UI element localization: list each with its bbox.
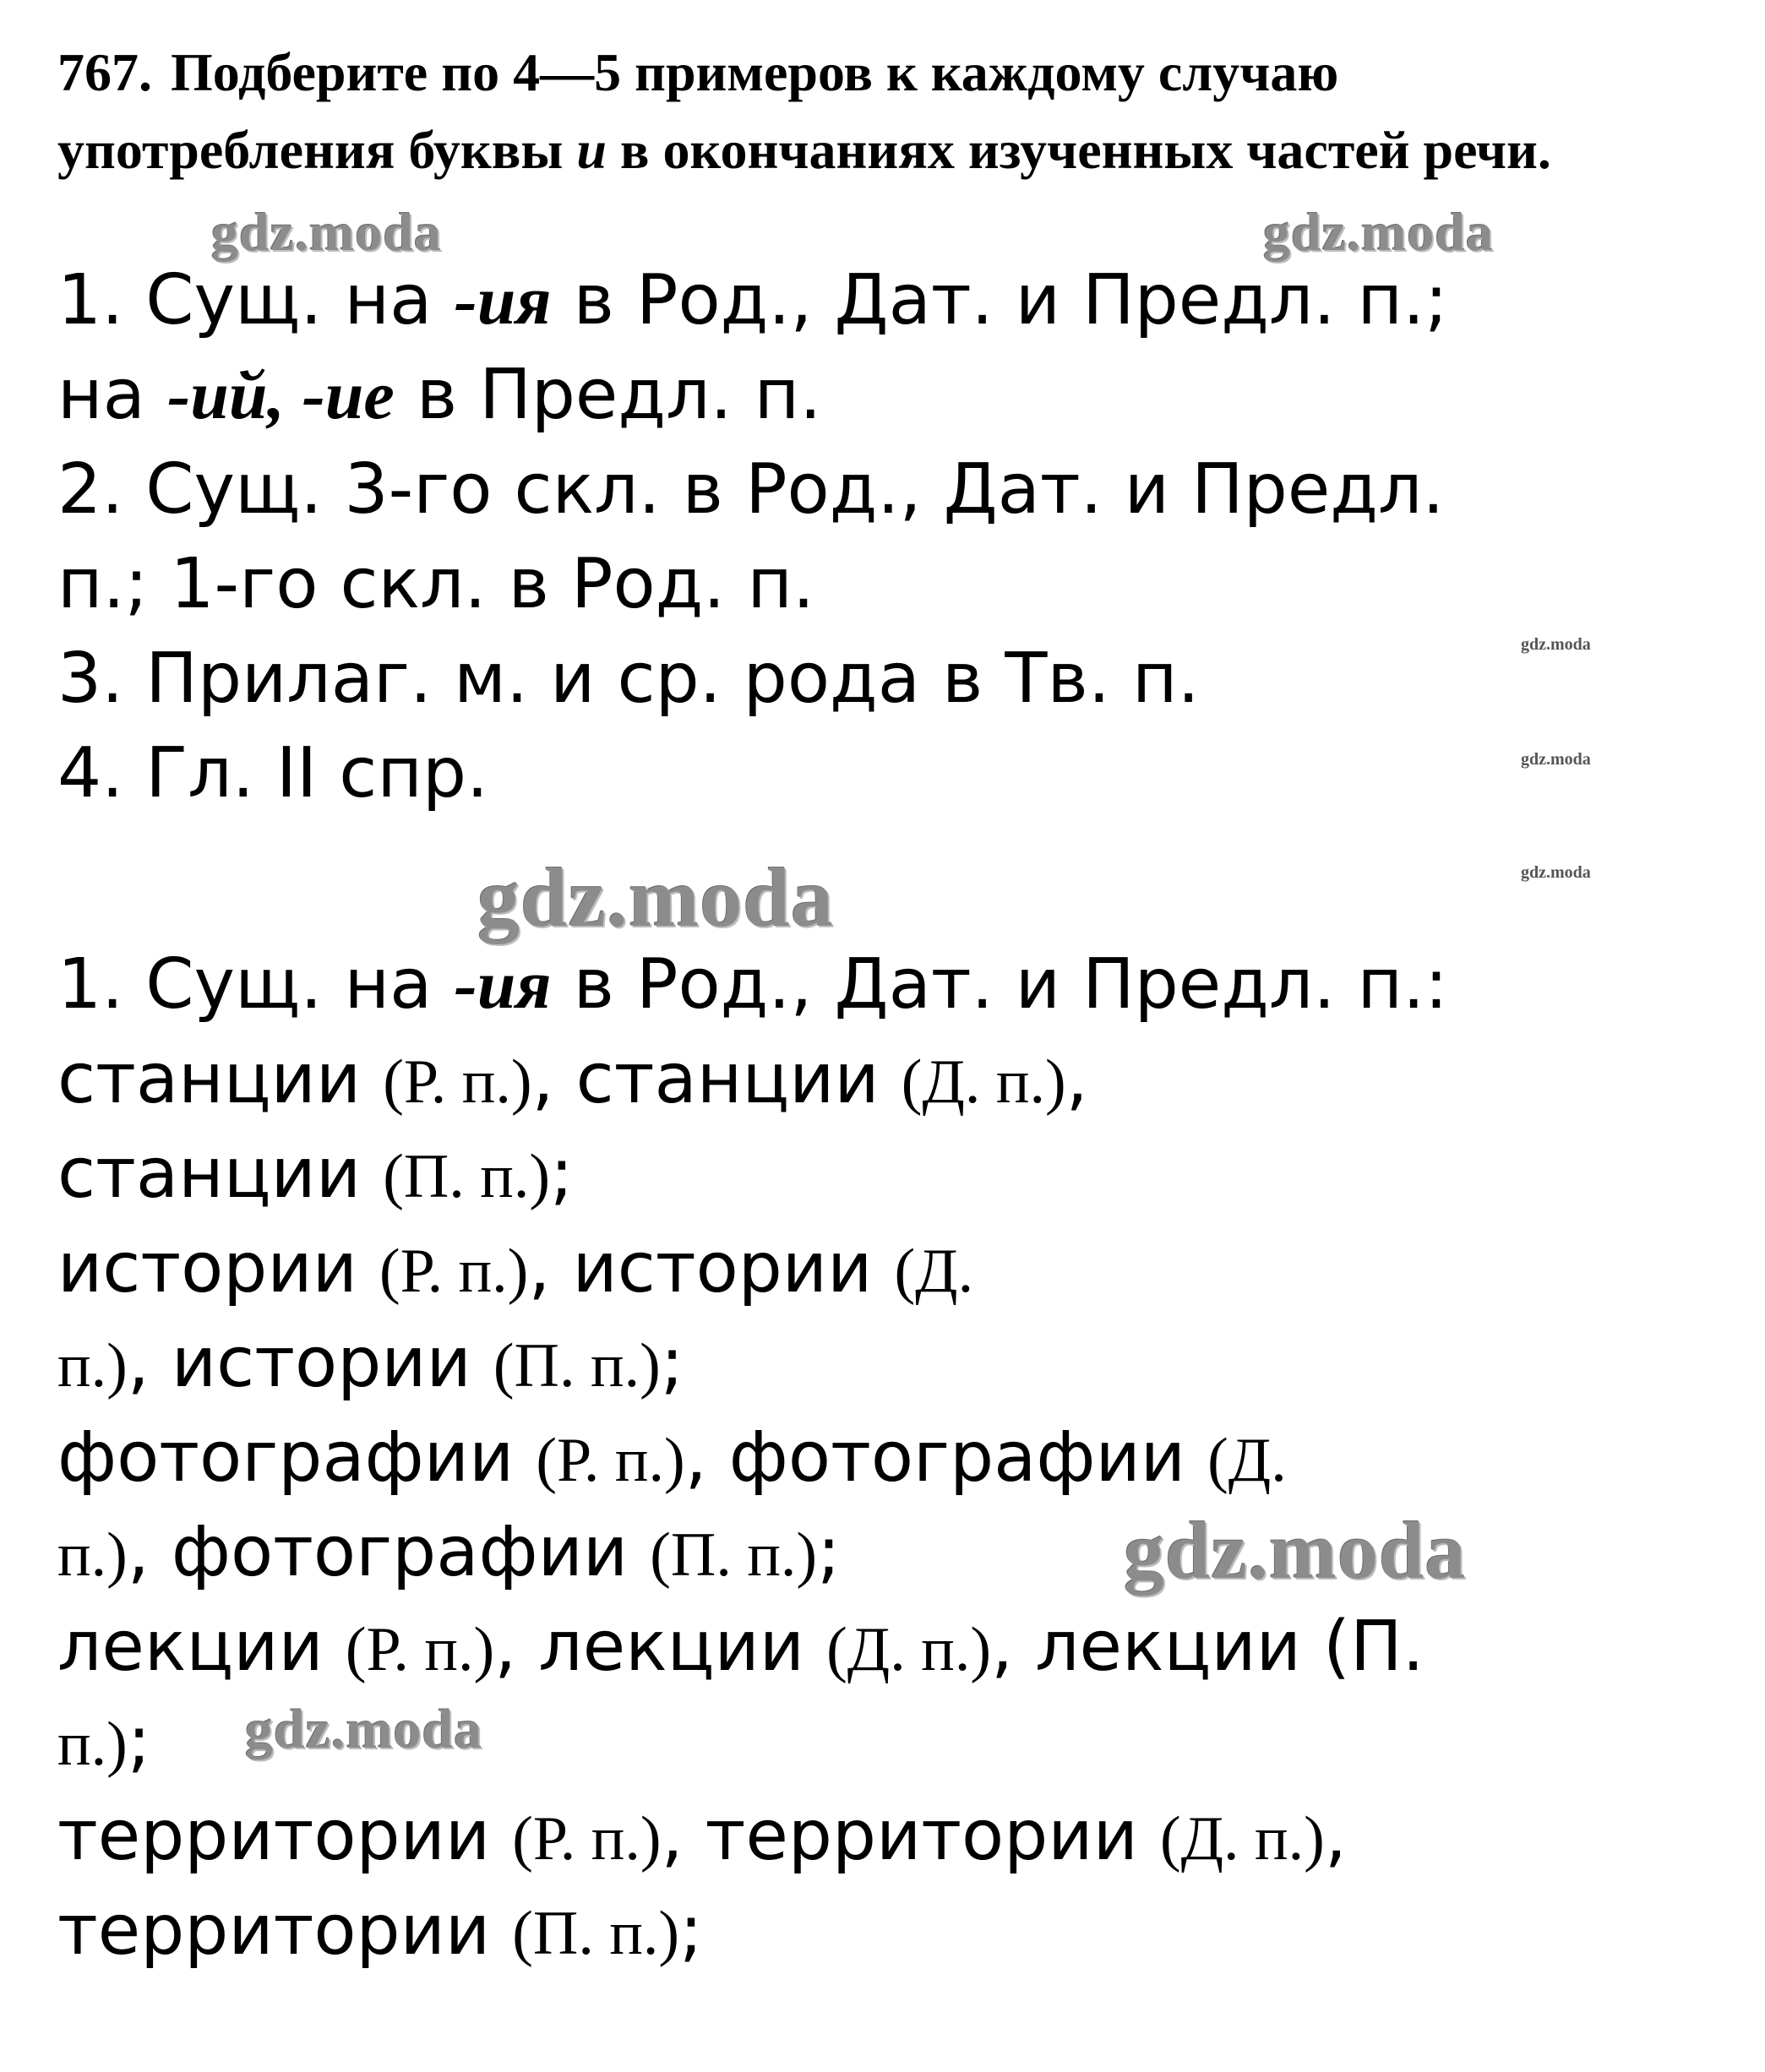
answer-line: станции (П. п.); bbox=[57, 1134, 574, 1214]
watermark: gdz.moda bbox=[477, 851, 834, 944]
task-text-a: Подберите по 4—5 примеров к каждому случаю употребления буквы bbox=[57, 42, 1339, 180]
task-letter: и bbox=[576, 120, 607, 180]
watermark: gdz.moda bbox=[211, 202, 442, 262]
watermark: gdz.moda bbox=[1263, 202, 1494, 262]
rule-line-6: 4. Гл. II спр. bbox=[57, 733, 489, 813]
rule-line-5: 3. Прилаг. м. и ср. рода в Тв. п. bbox=[57, 639, 1200, 719]
task-text-b: в окончаниях изученных частей речи. bbox=[619, 120, 1551, 180]
answer-line: п.); bbox=[57, 1701, 151, 1781]
rule-line-1: 1. Сущ. на -ия в Род., Дат. и Предл. п.; bbox=[57, 260, 1448, 340]
rule-line-2: на -ий, -ие в Предл. п. bbox=[57, 355, 822, 435]
watermark: gdz.moda bbox=[1124, 1505, 1467, 1596]
rule-line-3: 2. Сущ. 3-го скл. в Род., Дат. и Предл. bbox=[57, 449, 1445, 530]
answer-line: истории (Р. п.), истории (Д. bbox=[57, 1228, 974, 1308]
answer-line: территории (Р. п.), территории (Д. п.), bbox=[57, 1796, 1347, 1876]
task-statement bbox=[57, 34, 1663, 189]
answer-line: п.), истории (П. п.); bbox=[57, 1323, 684, 1403]
answer-line: п.), фотографии (П. п.); bbox=[57, 1512, 841, 1592]
watermark-small: gdz.moda bbox=[1521, 863, 1591, 882]
answer-line: лекции (Р. п.), лекции (Д. п.), лекции (П. bbox=[57, 1607, 1425, 1687]
rule-line-4: п.; 1-го скл. в Род. п. bbox=[57, 544, 815, 624]
task-number: 767. bbox=[57, 42, 152, 102]
watermark-small: gdz.moda bbox=[1521, 750, 1591, 769]
answer-line: фотографии (Р. п.), фотографии (Д. bbox=[57, 1417, 1287, 1498]
answer-line: территории (П. п.); bbox=[57, 1890, 703, 1971]
answer-line: станции (Р. п.), станции (Д. п.), bbox=[57, 1039, 1088, 1119]
watermark-small: gdz.moda bbox=[1521, 635, 1591, 654]
watermark: gdz.moda bbox=[245, 1699, 483, 1760]
answer-heading: 1. Сущ. на -ия в Род., Дат. и Предл. п.: bbox=[57, 944, 1448, 1025]
